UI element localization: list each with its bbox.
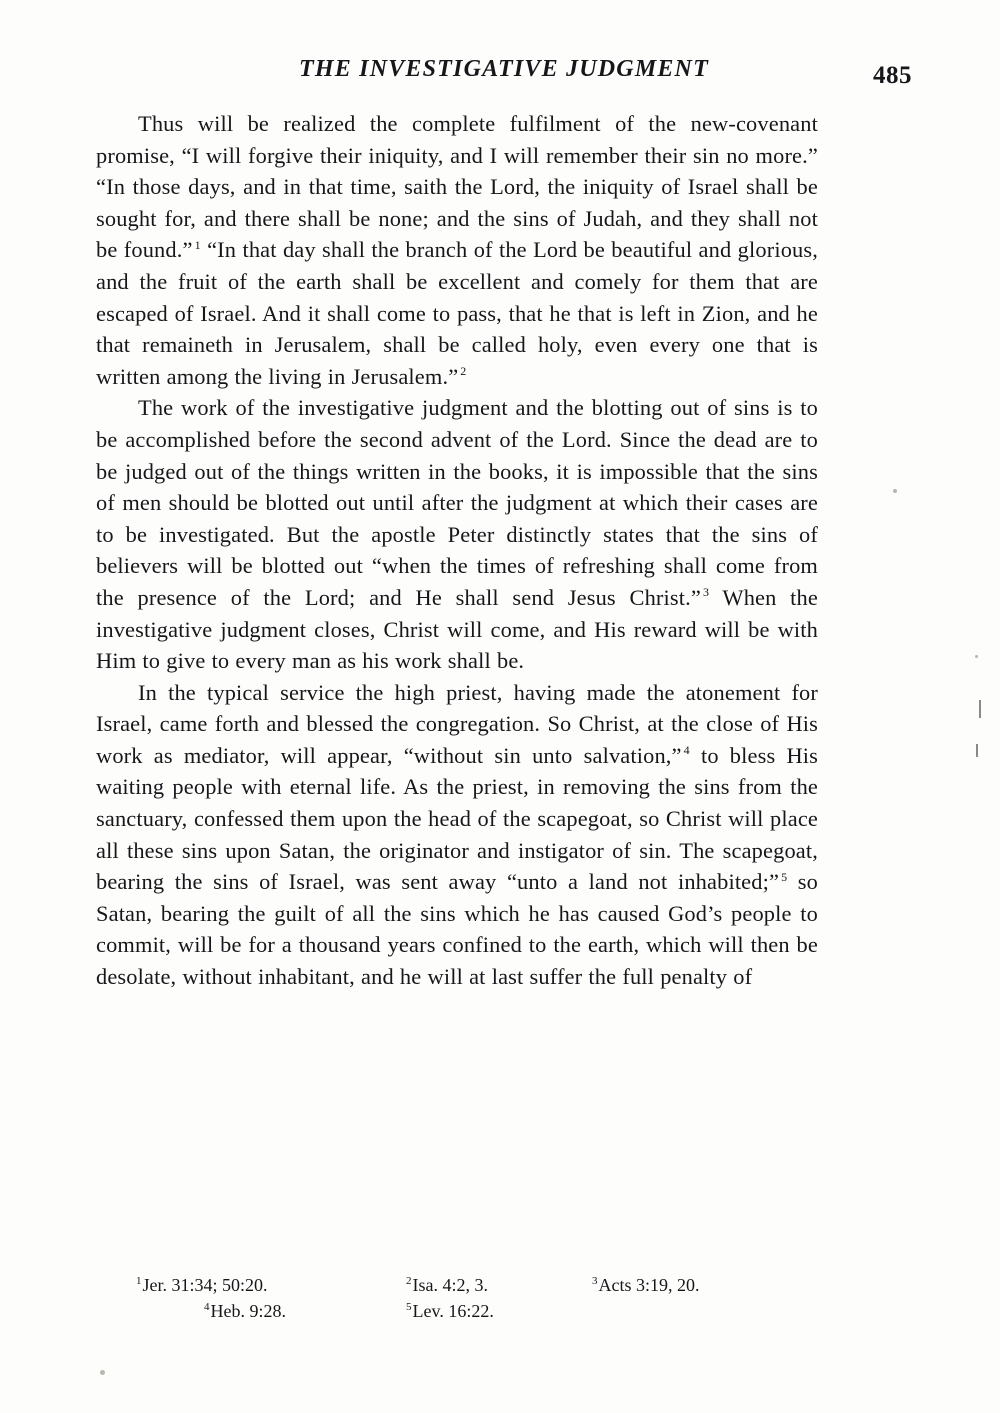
footnote-item: $^4$Heb. 9:28. [204, 1301, 286, 1321]
paragraph-2: The work of the investigative judgment and the blotting out of sins is to be accomplished before the second advent of the Lord. Since the dead are to be judged out of the things written in the books, it is impossible that the sins of men should be blotted out until after the judgment at which their cases are to be investigated. But the apostle Peter distinctly states that the sins of believers will be blotted out “when the times of refreshing shall come from the presence of the Lord; and He shall send Jesus Christ.” $^3$ When the investigative judgment closes, Christ will come, and His reward will be with Him to give to every man as his work shall be. [96, 395, 818, 674]
footnote-marker[interactable]: 4 [683, 743, 690, 758]
footnote-block [96, 1272, 818, 1324]
page-edge-mark [976, 744, 978, 757]
footnote-item: $^3$Acts 3:19, 20. [592, 1275, 700, 1295]
paragraph-1: Thus will be realized the complete fulfilment of the new-covenant promise, “I will forgive their iniquity, and I will remember their sin no more.” “In those days, and in that time, saith the Lord, the iniquity of Israel shall be sought for, and there shall be none; and the sins of Judah, and they shall not be found.” $^1$ “In that day shall the branch of the Lord be beautiful and glorious, and the fruit of the earth shall be excellent and comely for them that are escaped of Israel. And it shall come to pass, that he that is left in Zion, and he that remaineth in Jerusalem, shall be called holy, even every one that is written among the living in Jerusalem.” $^2$ [96, 111, 819, 389]
footnote-number: 3 [592, 1275, 598, 1287]
scan-speck [975, 655, 978, 658]
body-text [96, 108, 818, 993]
footnote-number: 4 [204, 1301, 210, 1313]
page-edge-mark [979, 700, 981, 718]
page-title: THE INVESTIGATIVE JUDGMENT [299, 56, 709, 82]
scan-speck [100, 1370, 105, 1375]
running-head [96, 56, 912, 90]
footnote-item: $^5$Lev. 16:22. [406, 1301, 494, 1321]
footnote-row-1 [96, 1272, 858, 1298]
footnote-number: 5 [406, 1301, 412, 1313]
paragraph-3: In the typical service the high priest, having made the atonement for Israel, came forth and blessed the congregation. So Christ, at the close of His work as mediator, will appear, “without sin unto salvation,” $^4$ to bless His waiting people with eternal life. As the priest, in removing the sins from the sanctuary, confessed them upon the head of the scapegoat, so Christ will place all these sins upon Satan, the originator and instigator of sin. The scapegoat, bearing the sins of Israel, was sent away “unto a land not inhabited;” $^5$ so Satan, bearing the guilt of all the sins which he has caused God’s people to commit, will be for a thousand years confined to the earth, which will then be desolate, without inhabitant, and he will at last suffer the full penalty of [96, 679, 819, 990]
scan-speck [893, 489, 897, 493]
footnote-number: 1 [136, 1275, 142, 1287]
footnote-marker[interactable]: 5 [781, 869, 788, 884]
page-number: 485 [873, 62, 912, 89]
footnote-number: 2 [406, 1275, 412, 1287]
footnote-item: $^2$Isa. 4:2, 3. [406, 1275, 488, 1295]
footnote-item: $^1$Jer. 31:34; 50:20. [136, 1275, 268, 1295]
footnote-row-2 [96, 1298, 926, 1324]
footnote-marker[interactable]: 2 [460, 364, 467, 379]
footnote-marker[interactable]: 1 [194, 237, 201, 252]
footnote-marker[interactable]: 3 [702, 585, 710, 600]
